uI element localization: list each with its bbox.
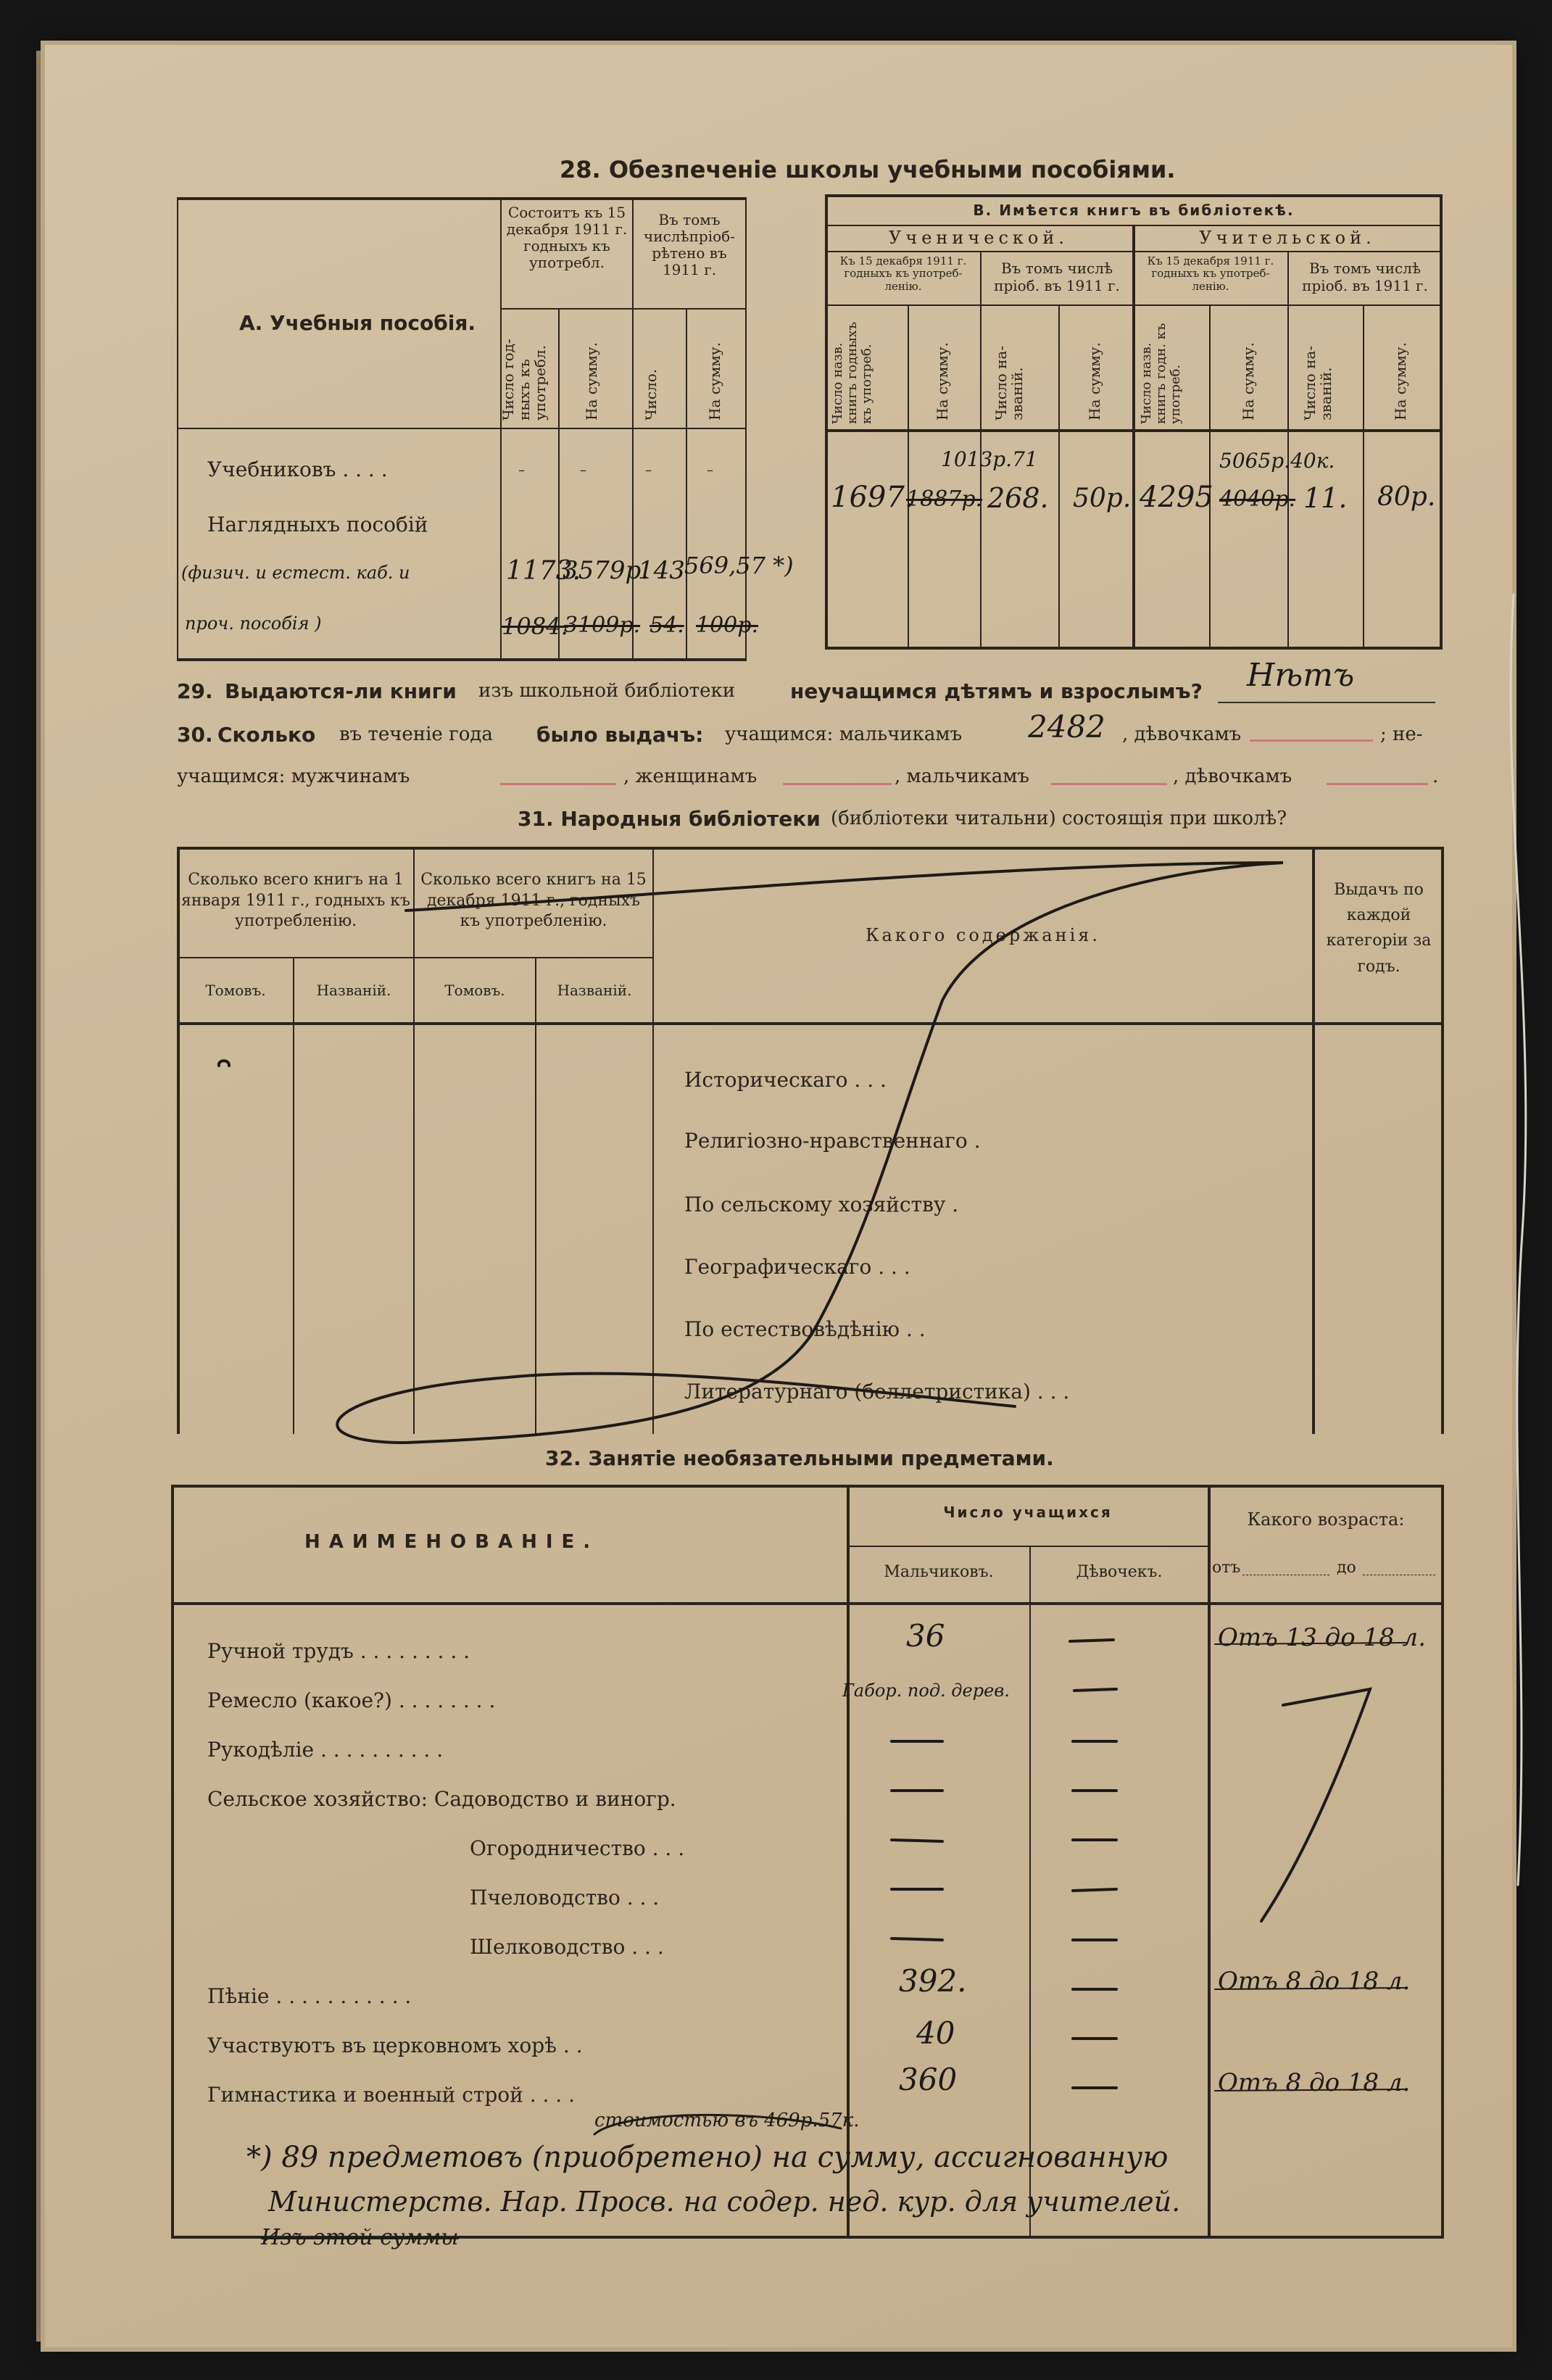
s32-r1-v: Отъ 13 до 18 л.	[1218, 1623, 1427, 1652]
s32-naim: НАИМЕНОВАНІЕ.	[304, 1531, 599, 1553]
s31-cat-3: Географическаго . . .	[684, 1255, 910, 1279]
s30-line2-a: учащимся: мужчинамъ	[177, 766, 410, 787]
s30-line1-a: учащимся: мальчикамъ	[725, 723, 963, 745]
b-uchitel: Учительской.	[1199, 228, 1376, 248]
s30-line1-b: , дѣвочкамъ	[1122, 723, 1242, 745]
s32-r10-v: Отъ 8 до 18 л.	[1218, 2068, 1411, 2097]
s32-chislo: Число учащихся	[943, 1504, 1113, 1521]
s31-col2: Сколько всего книгъ на 15 декабря 1911 г., годныхъ къ употребленію.	[420, 871, 647, 931]
vert-chislo: Число.	[642, 368, 660, 420]
hand-b1697: 1697.	[831, 481, 914, 514]
s29-num: 29.	[177, 679, 213, 703]
b-k15-1: Къ 15 декабря 1911 г. годныхъ къ употребленію.	[839, 254, 967, 293]
s30-line2-e: .	[1432, 766, 1439, 787]
b-vert-3: Число названій.	[992, 345, 1026, 420]
s31-cat-1: Религіозно-нравственнаго .	[684, 1129, 981, 1153]
s32-ot: отъ	[1212, 1559, 1241, 1577]
hand-1084: 1084.	[502, 613, 568, 640]
s32-row-6: Шелководство . . .	[470, 1935, 664, 1959]
s32-malch: Мальчиковъ.	[884, 1563, 994, 1581]
vert-chislo-godn: Число годныхъ къ употребл.	[499, 339, 549, 420]
s32-r8-v: Отъ 8 до 18 л.	[1218, 1967, 1411, 1996]
s31-cat-5: Литературнаго (беллетристика) . . .	[684, 1380, 1070, 1403]
s31-nazv-1: Названій.	[316, 982, 391, 999]
s30-num: 30.	[177, 723, 213, 747]
s30-text-c: было выдачъ:	[536, 723, 704, 747]
s31-cat-4: По естествовѣдѣнію . .	[684, 1317, 926, 1341]
footnote-line2: Министерств. Нар. Просв. на содер. нед. кур. для учителей.	[268, 2186, 1181, 2218]
b-vert-2: На сумму.	[934, 342, 951, 420]
footnote-above: стоимостью въ 469р.57к.	[594, 2110, 860, 2131]
hand-proch: проч. пособія )	[185, 613, 322, 634]
s31-cat-2: По сельскому хозяйству .	[684, 1193, 959, 1216]
b-vtom-2: Въ томъ числѣ пріоб. въ 1911 г.	[1302, 260, 1428, 294]
s30-text-a: Сколько	[217, 723, 316, 747]
s32-row-3: Сельское хозяйство: Садоводство и виногр.	[207, 1787, 676, 1811]
hand-nagl-extra: (физич. и естест. каб. и	[181, 563, 410, 583]
s32-devoch: Дѣвочекъ.	[1076, 1563, 1163, 1581]
b-vert-7: Число названій.	[1301, 345, 1335, 420]
s30-line2-c: , мальчикамъ	[895, 766, 1029, 787]
hand-b1013: 1013р.71	[941, 447, 1038, 471]
s30-line1-c: ; не-	[1380, 723, 1423, 745]
hand-54: 54.	[650, 613, 684, 638]
s32-title: 32. Занятіе необязательными предметами.	[545, 1446, 1054, 1470]
b-vert-4: На сумму.	[1086, 342, 1103, 420]
s30-line2-b: , женщинамъ	[623, 766, 758, 787]
s32-r2-m: Габор. под. дерев.	[842, 1680, 1010, 1701]
hand-b50: 50р.	[1073, 484, 1132, 513]
vert-na-summu-2: На сумму.	[706, 342, 723, 420]
b-vert-8: На сумму.	[1392, 342, 1409, 420]
hand-dash-2: –	[580, 463, 586, 478]
vert-na-summu-1: На сумму.	[583, 342, 600, 420]
s30-text-b: въ теченіе года	[339, 723, 493, 745]
s32-row-7: Пѣніе . . . . . . . . . . .	[207, 1984, 412, 2008]
s32-row-9: Гимнастика и военный строй . . . .	[207, 2083, 576, 2107]
s32-row-8: Участвуютъ въ церковномъ хорѣ . .	[207, 2033, 583, 2057]
hand-b1887: 1887р.	[906, 486, 983, 512]
s32-row-2: Рукодѣліе . . . . . . . . . .	[207, 1738, 444, 1762]
b-k15-2: Къ 15 декабря 1911 г. годныхъ къ употребленію.	[1147, 254, 1274, 293]
s31-tomov-1: Томовъ.	[205, 982, 266, 999]
col-vtom: Въ томъ числѣпріобрѣтено въ 1911 г.	[644, 211, 735, 278]
col-sostoit: Состоитъ къ 15 декабря 1911 г. годныхъ къ употребл.	[506, 204, 628, 271]
s31-nazv-2: Названій.	[557, 982, 632, 999]
section-28-title: 28. Обезпеченіе школы учебными пособіями.	[560, 156, 1176, 183]
b-ucheniches: Ученической.	[889, 228, 1068, 248]
s32-r9-m: 40	[916, 2015, 955, 2051]
hand-3109: 3109р.	[564, 613, 641, 638]
s29-text-a: Выдаются-ли книги	[225, 679, 457, 703]
hand-dash-4: –	[707, 463, 713, 478]
s31-title-b: (библіотеки читальни) состоящія при школѣ?	[831, 808, 1287, 829]
row-uchebnikov: Учебниковъ . . . .	[207, 457, 388, 481]
s29-answer: Нѣтъ	[1247, 657, 1355, 694]
footnote-line3: Изъ этой суммы	[261, 2225, 459, 2250]
hand-b5065: 5065р.40к.	[1219, 449, 1335, 473]
s31-vydach: Выдачъ по каждой категоріи за годъ.	[1326, 881, 1432, 976]
hand-3579: 3579р.	[563, 556, 650, 585]
hand-dash-1: –	[518, 463, 525, 478]
b-vert-5: Число назв. книгъ годн. къ употреб.	[1139, 323, 1183, 424]
hand-b4040: 4040р.	[1219, 486, 1296, 512]
hand-b80: 80р.	[1377, 482, 1436, 512]
b-vert-1: Число назв. книгъ годныхъ къ употреб.	[830, 321, 874, 424]
hand-b268: 268.	[987, 482, 1049, 514]
b-vtom-1: Въ томъ числѣ пріоб. въ 1911 г.	[994, 260, 1120, 294]
s32-row-1: Ремесло (какое?) . . . . . . . .	[207, 1688, 496, 1712]
hand-143: 143	[638, 556, 685, 585]
s31-tomov-2: Томовъ.	[444, 982, 505, 999]
s32-r1-m: 36	[906, 1618, 945, 1654]
footnote-line1: *) 89 предметовъ (приобретено) на сумму, ассигнованную	[246, 2141, 1169, 2174]
s32-row-0: Ручной трудъ . . . . . . . . .	[207, 1639, 470, 1663]
s31-title-a: 31. Народныя библіотеки	[518, 807, 821, 831]
b-vert-6: На сумму.	[1240, 342, 1257, 420]
s30-boys: 2482	[1028, 709, 1105, 745]
hand-b11: 11.	[1303, 482, 1348, 514]
s31-col1: Сколько всего книгъ на 1 января 1911 г., годныхъ къ употребленію.	[180, 871, 411, 931]
s32-row-5: Пчеловодство . . .	[470, 1886, 660, 1910]
hand-dash-3: –	[645, 463, 652, 478]
row-naglyadnyh: Наглядныхъ пособій	[207, 513, 428, 536]
s31-cat-0: Историческаго . . .	[684, 1068, 887, 1092]
s30-line2-d: , дѣвочкамъ	[1173, 766, 1292, 787]
s32-r8-m: 392.	[899, 1963, 967, 1999]
s31-soderzh: Какого содержанія.	[865, 925, 1101, 945]
table-a-header: А. Учебныя пособія.	[239, 311, 476, 335]
s32-vozr: Какого возраста:	[1247, 1509, 1405, 1530]
table-b-header: В. Имѣется книгъ въ библіотекѣ.	[973, 202, 1295, 219]
hand-1173: 1173.	[506, 556, 581, 586]
s32-r10-m: 360	[899, 2062, 958, 2097]
hand-b4295: 4295	[1140, 481, 1213, 514]
s29-text-b: изъ школьной библіотеки	[478, 680, 736, 702]
s32-row-4: Огородничество . . .	[470, 1836, 685, 1860]
s32-do: до	[1337, 1559, 1356, 1577]
hand-100: 100р.	[696, 613, 759, 638]
s29-text-c: неучащимся дѣтямъ и взрослымъ?	[790, 679, 1203, 703]
hand-569: 569,57 *)	[684, 552, 794, 579]
